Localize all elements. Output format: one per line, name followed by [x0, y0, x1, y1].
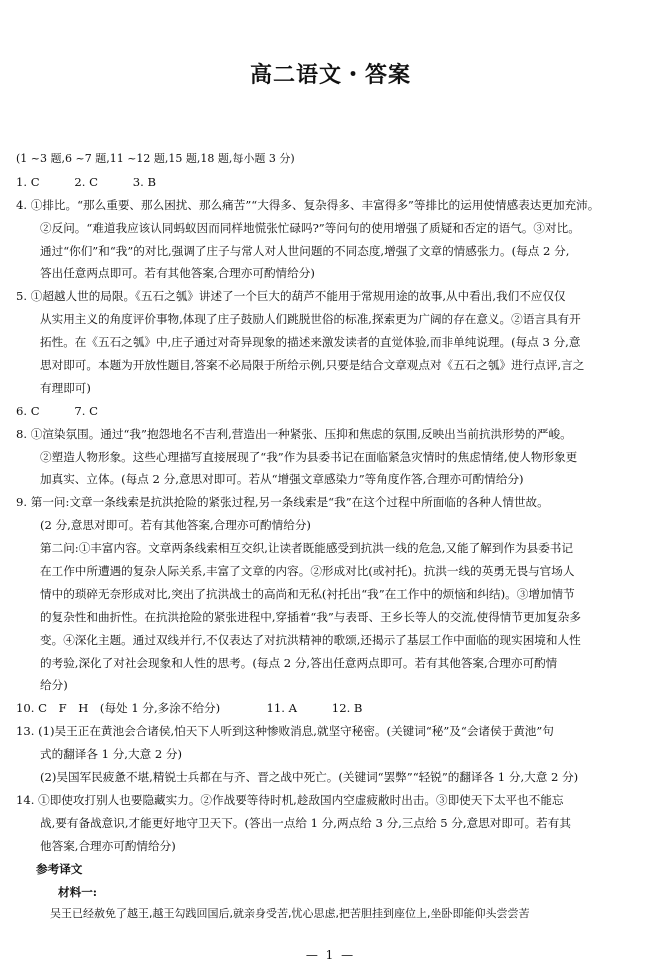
answer-line: 1. C 2. C 3. B: [16, 174, 157, 189]
answer-line: 他答案,合理亦可酌情给分): [40, 838, 176, 853]
answer-line: 14. ①即使攻打别人也要隐藏实力。②作战要等待时机,趁敌国内空虚疲敝时出击。③即使天下太平也不能忘: [16, 792, 564, 807]
answer-line: 第二问:①丰富内容。文章两条线索相互交织,让读者既能感受到抗洪一线的危急,又能了解到作为县委书记: [40, 541, 573, 556]
answer-line: 拓性。在《五石之瓠》中,庄子通过对奇异现象的描述来激发读者的直觉体验,而非单纯说理。(每点 3 分,意: [40, 335, 581, 350]
answer-line: 6. C 7. C: [16, 403, 99, 418]
answer-line: 13. (1)吴王正在黄池会合诸侯,怕天下人听到这种惨败消息,就坚守秘密。(关键词“秘”及“会诸侯于黄池”句: [16, 724, 554, 739]
answer-line: (2 分,意思对即可。若有其他答案,合理亦可酌情给分): [40, 518, 311, 533]
answer-line: 加真实、立体。(每点 2 分,意思对即可。若从“增强文章感染力”等角度作答,合理亦可酌情给分): [40, 472, 524, 487]
answer-line: 从实用主义的角度评价事物,体现了庄子鼓励人们跳脱世俗的标准,探索更为广阔的存在意义。②语言具有开: [40, 312, 581, 327]
answer-line: 9. 第一问:文章一条线索是抗洪抢险的紧张过程,另一条线索是“我”在这个过程中所面临的各种人情世故。: [16, 495, 549, 510]
page-title: 高二语文・答案: [249, 63, 411, 88]
answer-line: (2)吴国军民疲惫不堪,精锐士兵都在与齐、晋之战中死亡。(关键词“罢弊”“轻锐”的翻译各 1 分,大意 2 分): [40, 770, 579, 785]
answer-line: ②塑造人物形象。这些心理描写直接展现了“我”作为县委书记在面临紧急灾情时的焦虑情绪,使人物形象更: [40, 449, 578, 464]
answer-line: 给分): [40, 678, 68, 693]
answer-content: [16, 148, 648, 926]
answer-line: 思对即可。本题为开放性题目,答案不必局限于所给示例,只要是结合文章观点对《五石之瓠》进行点评,言之: [40, 358, 585, 373]
answer-line: 的复杂性和曲折性。在抗洪抢险的紧张进程中,穿插着“我”与表哥、王乡长等人的交流,使得情节更加复杂多: [40, 609, 581, 624]
answer-line: 有理即可): [40, 380, 91, 395]
answer-line: 在工作中所遭遇的复杂人际关系,丰富了文章的内容。②形成对比(或衬托)。抗洪一线的英勇无畏与官场人: [40, 564, 575, 579]
scoring-note: (1 ~3 题,6 ~7 题,11 ~12 题,15 题,18 题,每小题 3 分): [16, 152, 295, 165]
answer-line: 10. C F H (每处 1 分,多涂不给分) 11. A 12. B: [16, 701, 363, 716]
answer-line: 4. ①排比。“那么重要、那么困扰、那么痛苦”“大得多、复杂得多、丰富得多”等排比的运用使情感表达更加充沛。: [16, 197, 600, 212]
answer-line: 变。④深化主题。通过双线并行,不仅表达了对抗洪精神的歌颂,还揭示了基层工作中面临的现实困境和人性: [40, 632, 581, 647]
answer-line: 的考验,深化了对社会现象和人性的思考。(每点 2 分,答出任意两点即可。若有其他答案,合理亦可酌情: [40, 655, 558, 670]
answer-line: 8. ①渲染氛围。通过“我”抱怨地名不吉利,营造出一种紧张、压抑和焦虑的氛围,反映出当前抗洪形势的严峻。: [16, 426, 572, 441]
answer-line: 式的翻译各 1 分,大意 2 分): [40, 747, 183, 762]
translation-line: 吴王已经赦免了越王,越王勾践回国后,就亲身受苦,忧心思虑,把苦胆挂到座位上,坐卧即能仰头尝尝苦: [50, 907, 530, 921]
answer-line: 5. ①超越人世的局限。《五石之瓠》讲述了一个巨大的葫芦不能用于常规用途的故事,从中看出,我们不应仅仅: [16, 289, 566, 304]
page-number: — 1 —: [305, 948, 356, 962]
answer-line: 答出任意两点即可。若有其他答案,合理亦可酌情给分): [40, 266, 315, 281]
answer-line: 通过“你们”和“我”的对比,强调了庄子与常人对人世问题的不同态度,增强了文章的情感张力。(每点 2 分,: [40, 243, 570, 258]
section-heading: 参考译文: [36, 861, 83, 876]
material-heading: 材料一:: [58, 884, 98, 899]
answer-line: 战,要有备战意识,才能更好地守卫天下。(答出一点给 1 分,两点给 3 分,三点给 5 分,意思对即可。若有其: [40, 815, 571, 830]
answer-line: 情中的琐碎无奈形成对比,突出了抗洪战士的高尚和无私(衬托出“我”在工作中的烦恼和纠结)。③增加情节: [40, 586, 575, 601]
answer-line: ②反问。“难道我应该认同蚂蚁因而同样地慌张忙碌吗?”等问句的使用增强了质疑和否定的语气。③对比。: [40, 220, 580, 235]
